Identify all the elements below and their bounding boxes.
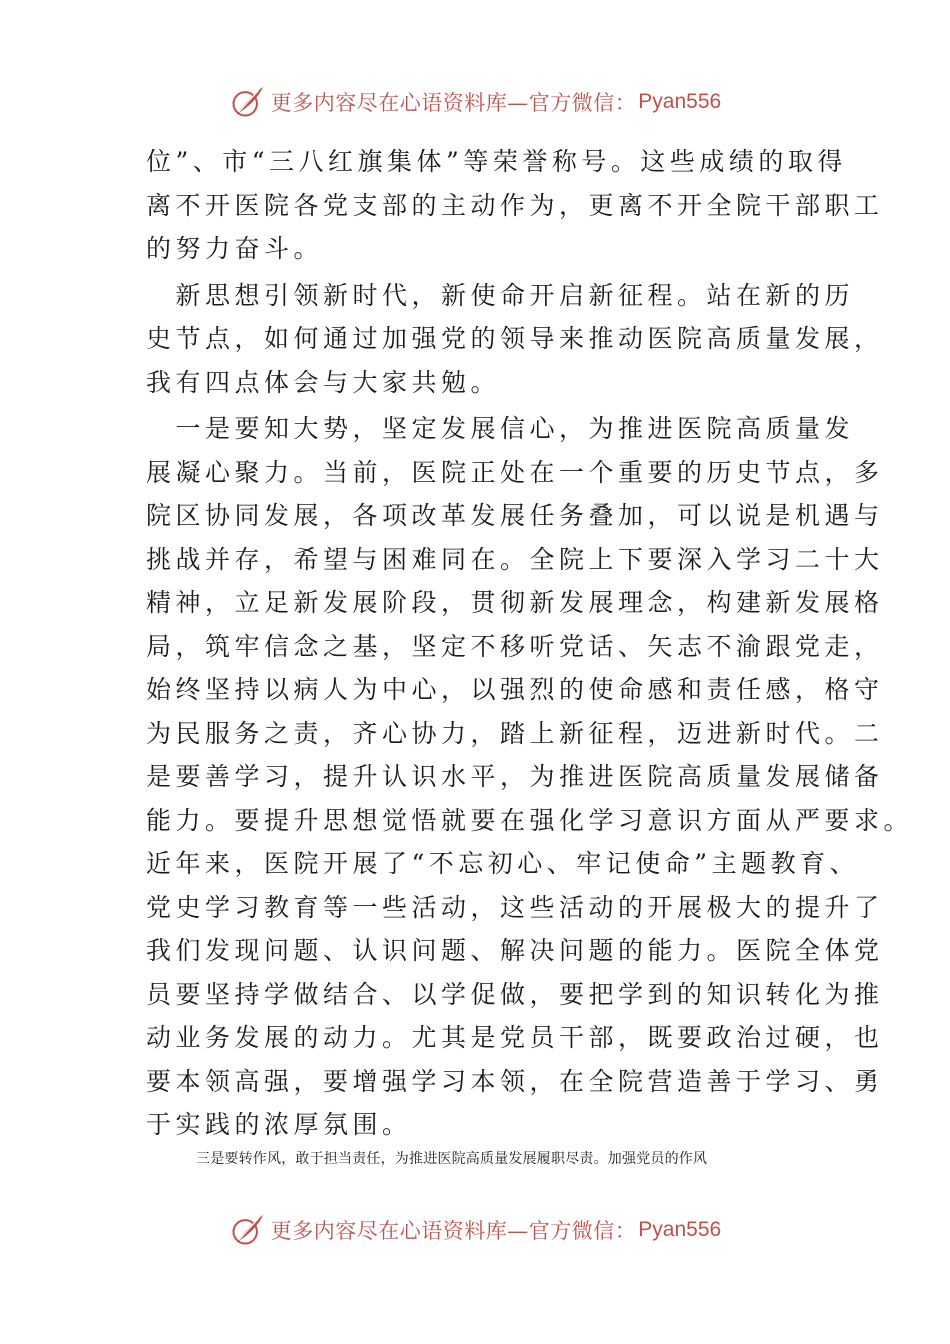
text-line: 为民服务之责，齐心协力，踏上新征程，迈进新时代。二: [146, 718, 884, 748]
text-line: 是要善学习，提升认识水平，为推进医院高质量发展储备: [146, 762, 884, 791]
text-line: 动业务发展的动力。尤其是党员干部，既要政治过硬，也: [146, 1023, 884, 1052]
banner-text: 更多内容尽在心语资料库—官方微信：: [270, 91, 637, 115]
banner-text: 更多内容尽在心语资料库—官方微信：: [270, 1219, 637, 1243]
text-line: 一是要知大势，坚定发展信心，为推进医院高质量发: [146, 414, 855, 443]
text-line: 位”、市“三八红旗集体”等荣誉称号。这些成绩的取得: [146, 147, 847, 176]
text-line: 离不开医院各党支部的主动作为，更离不开全院干部职工: [146, 190, 884, 220]
text-line: 要本领高强，要增强学习本领，在全院营造善于学习、勇: [146, 1066, 884, 1096]
text-line: 院区协同发展，各项改革发展任务叠加，可以说是机遇与: [146, 501, 884, 530]
quill-pen-circle-logo-icon: [229, 1212, 265, 1248]
text-line: 能力。要提升思想觉悟就要在强化学习意识方面从严要求。: [146, 805, 914, 835]
text-line: 精神，立足新发展阶段，贯彻新发展理念，构建新发展格: [146, 588, 884, 617]
document-body: [146, 140, 914, 1147]
quill-pen-circle-logo-icon: [229, 84, 265, 120]
header-banner: [0, 80, 950, 124]
text-line: 我有四点体会与大家共勉。: [146, 367, 501, 397]
text-line: 挑战并存，希望与困难同在。全院上下要深入学习二十大: [146, 544, 884, 574]
paragraph-2: [146, 274, 884, 405]
text-line: 于实践的浓厚氛围。: [146, 1110, 412, 1139]
text-line: 我们发现问题、认识问题、解决问题的能力。医院全体党: [146, 936, 884, 965]
text-line: 始终坚持以病人为中心，以强烈的使命感和责任感，格守: [146, 675, 884, 704]
text-line: 新思想引领新时代，新使命开启新征程。站在新的历: [146, 280, 855, 310]
banner-wechat-id: Pyan556: [638, 90, 722, 113]
text-line: 员要坚持学做结合、以学促做，要把学到的知识转化为推: [146, 979, 884, 1009]
paragraph-3: [146, 407, 914, 1147]
text-line: 局，筑牢信念之基，坚定不移听党话、矢志不渝跟党走，: [146, 631, 884, 661]
text-line: 史节点，如何通过加强党的领导来推动医院高质量发展，: [146, 324, 884, 353]
small-text-line: 三是要转作风，敢于担当责任，为推进医院高质量发展履职尽责。加强党员的作风: [196, 1151, 708, 1167]
text-line: 的努力奋斗。: [146, 234, 324, 263]
footer-banner: [0, 1208, 950, 1252]
paragraph-1: [146, 140, 884, 271]
text-line: 近年来，医院开展了“不忘初心、牢记使命”主题教育、: [146, 849, 860, 878]
text-line: 党史学习教育等一些活动，这些活动的开展极大的提升了: [146, 892, 884, 922]
banner-wechat-id: Pyan556: [638, 1218, 722, 1241]
text-line: 展凝心聚力。当前，医院正处在一个重要的历史节点，多: [146, 457, 884, 487]
